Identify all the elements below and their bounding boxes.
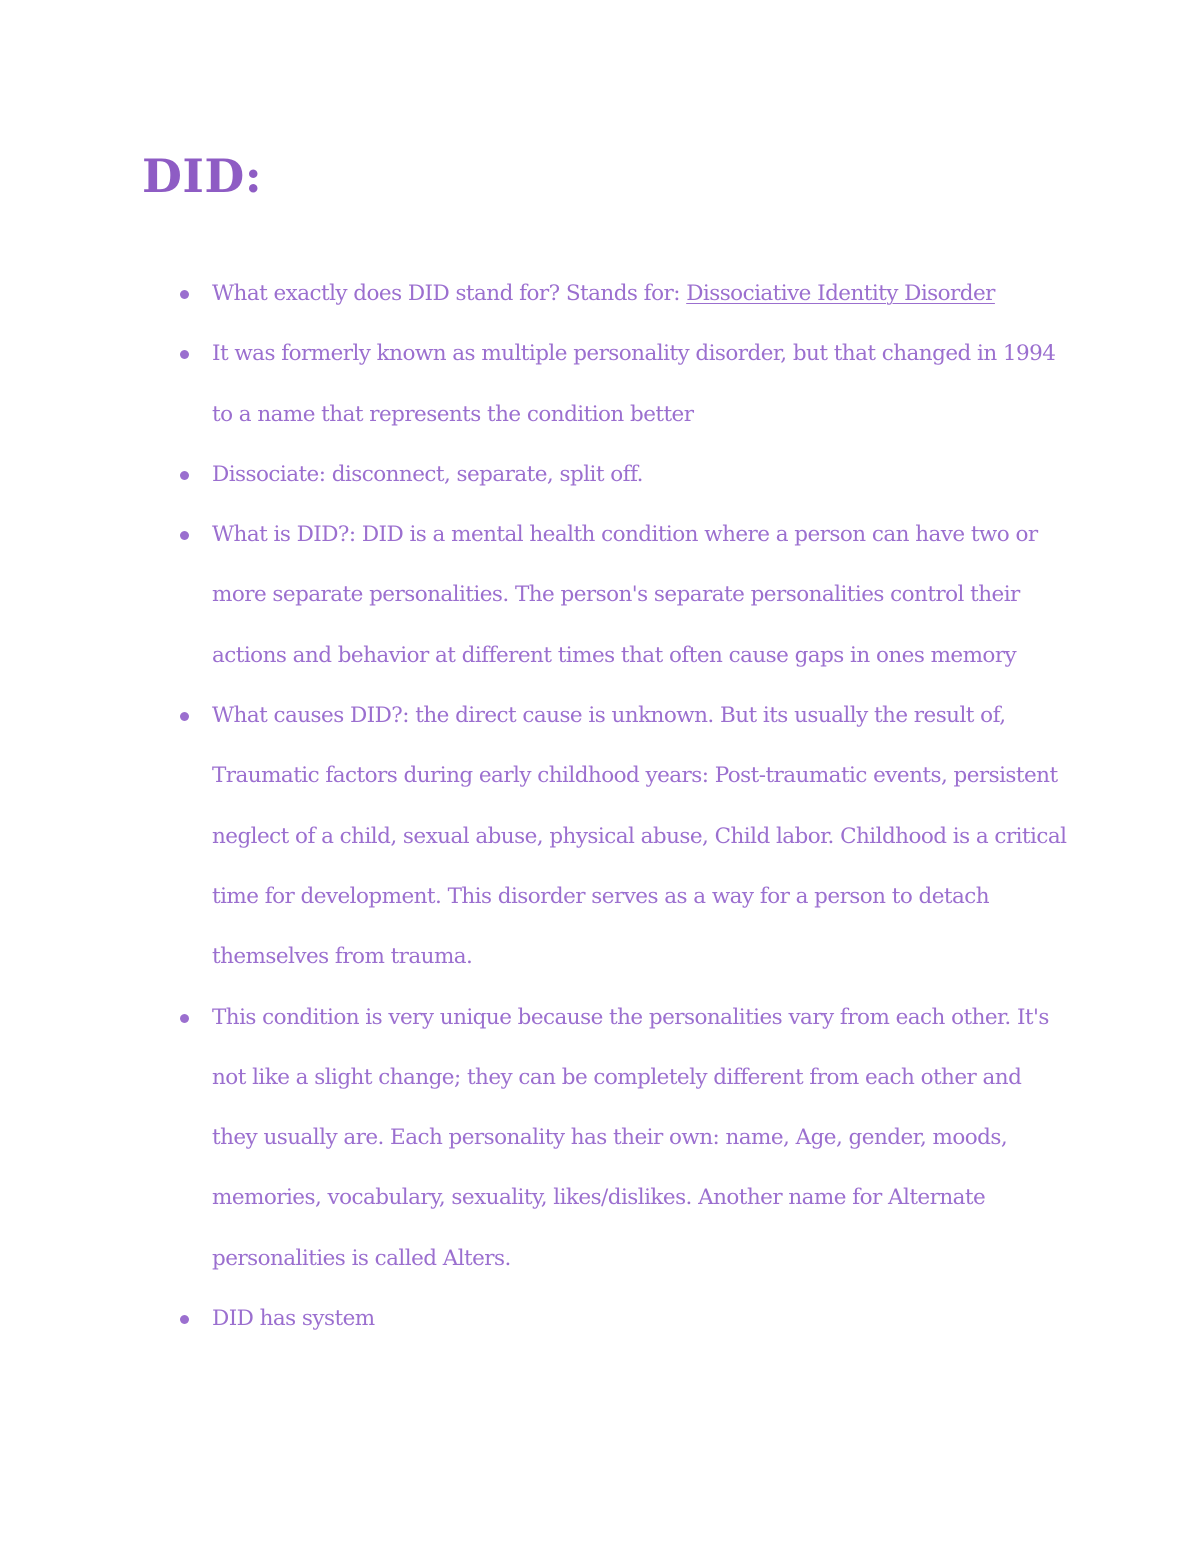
bullet-dot-icon — [180, 1014, 189, 1023]
bullet-text: What is DID?: DID is a mental health condition where a person can have two or more separate personalities. The person's separate personalities control their actions and behavior at different times that often cause gaps in ones memory — [212, 522, 1038, 668]
bullet-dot-icon — [180, 1315, 189, 1324]
dissociative-identity-disorder-link[interactable]: Dissociative Identity Disorder — [686, 281, 995, 306]
bullet-text: It was formerly known as multiple personality disorder, but that changed in 1994 to a name that represents the condition better — [212, 341, 1056, 427]
bullet-text: What causes DID?: the direct cause is unknown. But its usually the result of, Traumatic factors during early childhood years: Post-traumatic events, persistent neglect of a child, sexual abuse, physical abuse, Child labor. Childhood is a critical time for development. This disorder serves as a way for a person to detach themselves from trauma. — [212, 703, 1067, 970]
bullet-dot-icon — [180, 471, 189, 480]
bullet-item-what-is-did — [212, 505, 1072, 686]
bullet-item-former-name — [212, 324, 1072, 445]
bullet-item-did-meaning — [212, 264, 1072, 324]
bullet-dot-icon — [180, 290, 189, 299]
bullet-text: What exactly does DID stand for? Stands for: — [212, 281, 687, 306]
bullet-item-causes — [212, 686, 1072, 987]
bullet-item-dissociate-definition — [212, 445, 1072, 505]
bullet-text: DID has system — [212, 1306, 375, 1332]
bullet-dot-icon — [180, 531, 189, 540]
bullet-text: This condition is very unique because the personalities vary from each other. It's not like a slight change; they can be completely different from each other and they usually are. Each personality has their own: name, Age, gender, moods, memories, vocabulary, sexuality, likes/dislikes. Another name for Alternate personalities is called Alters. — [212, 1004, 1049, 1271]
bullet-list — [212, 264, 1072, 1349]
bullet-item-system — [212, 1289, 1072, 1349]
bullet-text: Dissociate: disconnect, separate, split off. — [212, 461, 643, 487]
document-title: DID: — [142, 149, 263, 203]
bullet-item-uniqueness — [212, 988, 1072, 1289]
bullet-dot-icon — [180, 350, 189, 359]
bullet-dot-icon — [180, 712, 189, 721]
